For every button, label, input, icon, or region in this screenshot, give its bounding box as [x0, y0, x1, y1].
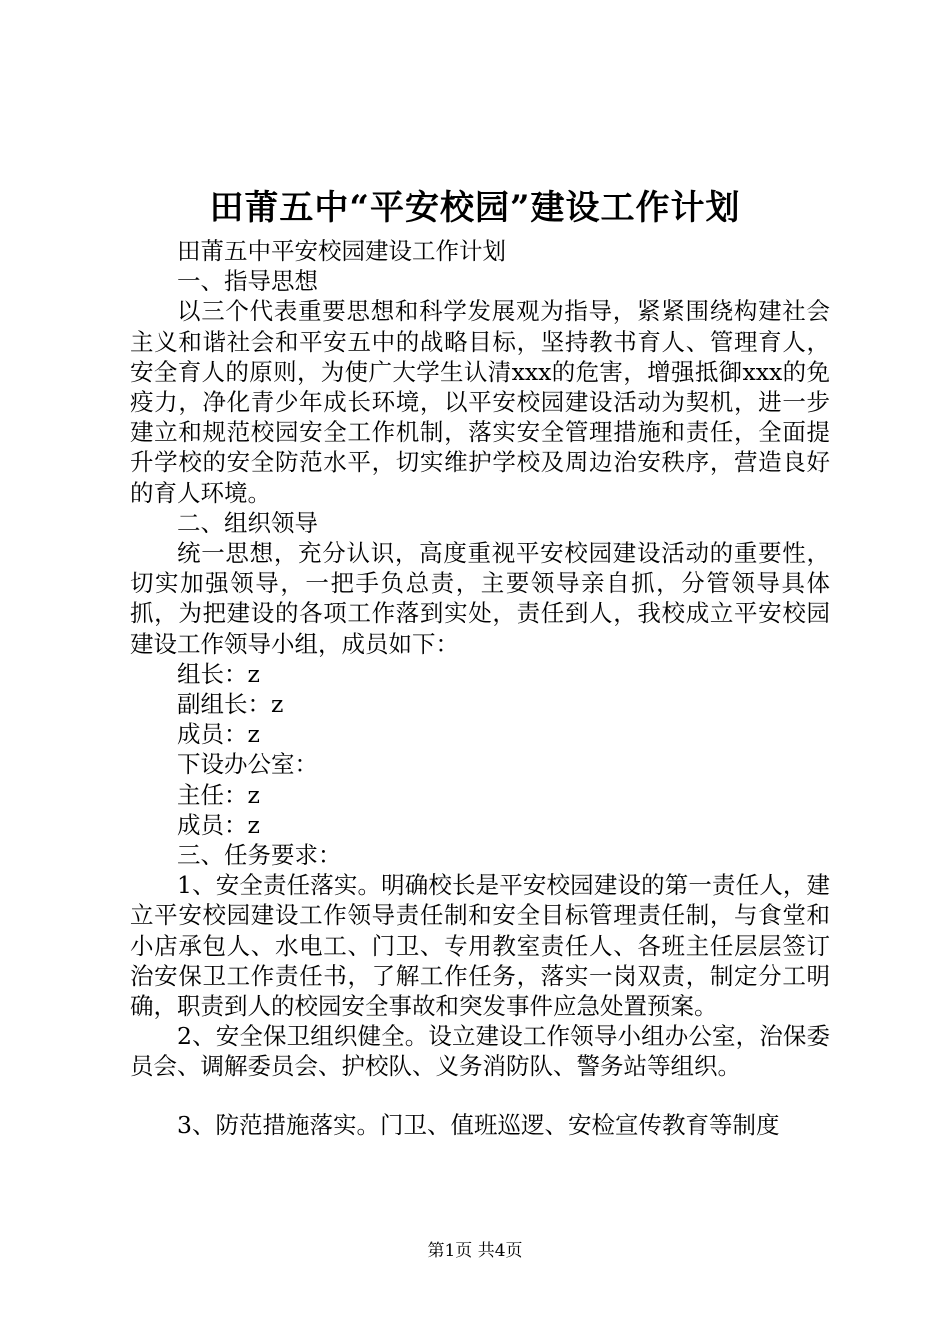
member-line-office: 下设办公室：: [177, 750, 318, 779]
document-title: 田莆五中“平安校园”建设工作计划: [209, 188, 741, 228]
member-line-members: 成员：z: [177, 720, 260, 749]
member-line-leader: 组长：z: [177, 659, 260, 688]
subtitle-line: 田莆五中平安校园建设工作计划: [177, 237, 506, 265]
paragraph-task-3: 3、防范措施落实。门卫、值班巡逻、安检宣传教育等制度: [177, 1110, 780, 1139]
paragraph-guiding-ideology: 以三个代表重要思想和科学发展观为指导，紧紧围绕构建社会主义和谐社会和平安五中的战略目标，坚持教书育人、管理育人，安全育人的原则，为使广大学生认清xxx的危害，增强抵御xxx的免疫力，净化青少年成长环境，以平安校园建设活动为契机，进一步建立和规范校园安全工作机制，落实安全管理措施和责任，全面提升学校的安全防范水平，切实维护学校及周边治安秩序，营造良好的育人环境。: [130, 297, 830, 507]
paragraph-organization: 统一思想，充分认识，高度重视平安校园建设活动的重要性，切实加强领导，一把手负总责，主要领导亲自抓，分管领导具体抓，为把建设的各项工作落到实处，责任到人，我校成立平安校园建设工作领导小组，成员如下：: [130, 539, 830, 658]
member-line-office-members: 成员：z: [177, 810, 260, 839]
page-footer: 第1页 共4页: [427, 1241, 523, 1261]
member-line-deputy-leader: 副组长：z: [177, 690, 284, 719]
document-body: [130, 236, 830, 1140]
paragraph-task-2: 2、安全保卫组织健全。设立建设工作领导小组办公室，治保委员会、调解委员会、护校队、义务消防队、警务站等组织。: [130, 1022, 830, 1081]
paragraph-gap: [130, 1082, 830, 1110]
section-heading-organization: 二、组织领导: [177, 508, 318, 537]
section-heading-tasks: 三、任务要求：: [177, 841, 342, 870]
paragraph-task-1: 1、安全责任落实。明确校长是平安校园建设的第一责任人，建立平安校园建设工作领导责任制和安全目标管理责任制，与食堂和小店承包人、水电工、门卫、专用教室责任人、各班主任层层签订治安保卫工作责任书，了解工作任务，落实一岗双责，制定分工明确，职责到人的校园安全事故和突发事件应急处置预案。: [130, 871, 830, 1021]
section-heading-guiding-ideology: 一、指导思想: [177, 267, 318, 296]
member-line-director: 主任：z: [177, 780, 260, 809]
